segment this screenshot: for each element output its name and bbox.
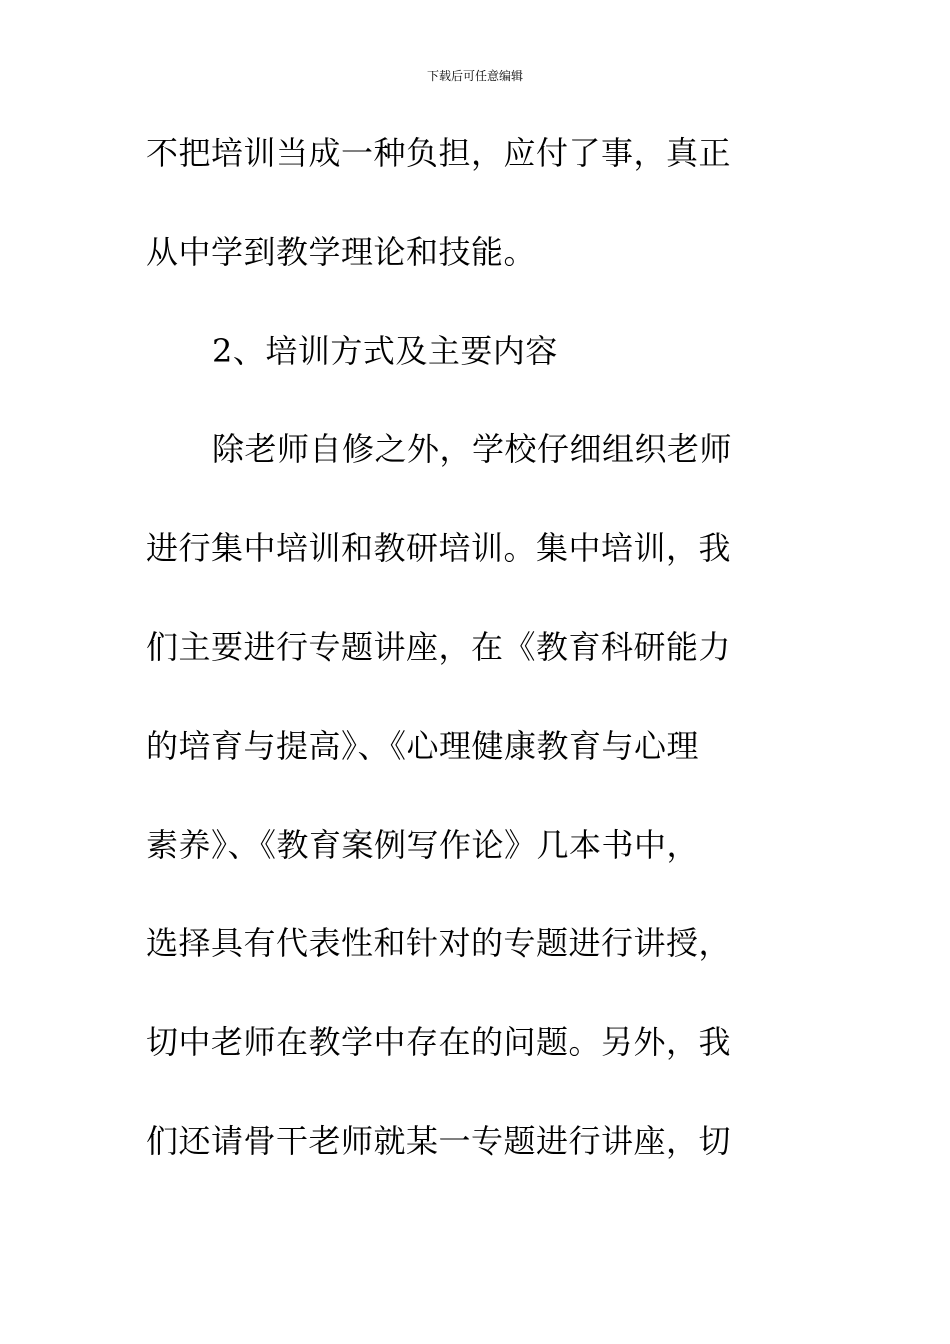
paragraph-line: 素养》、《教育案例写作论》几本书中， (146, 825, 700, 864)
paragraph-line: 除老师自修之外，学校仔细组织老师 (212, 430, 733, 469)
paragraph-line: 不把培训当成一种负担，应付了事，真正 (146, 134, 732, 172)
paragraph-line: 选择具有代表性和针对的专题进行讲授， (146, 924, 732, 963)
page-header: 下载后可任意编辑 (426, 69, 523, 83)
paragraph-line: 们还请骨干老师就某一专题进行讲座，切 (146, 1121, 732, 1160)
paragraph-line: 从中学到教学理论和技能。 (146, 232, 537, 271)
paragraph-line: 进行集中培训和教研培训。集中培训，我 (146, 529, 732, 568)
paragraph-line: 的培育与提高》、《心理健康教育与心理 (146, 726, 700, 765)
paragraph-line: 们主要进行专题讲座，在《教育科研能力 (146, 627, 732, 666)
paragraph-line: 切中老师在教学中存在的问题。另外，我 (146, 1023, 732, 1062)
document-body (146, 126, 786, 1213)
section-heading: 2、培训方式及主要内容 (212, 331, 558, 370)
